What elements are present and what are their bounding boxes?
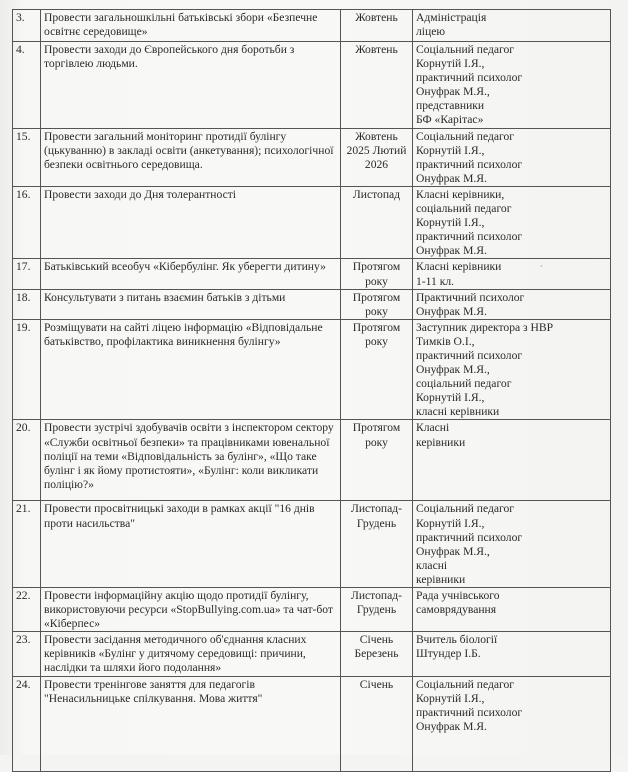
- activity-period: Жовтень: [341, 10, 413, 42]
- responsible-line: Практичний психолог: [416, 290, 525, 304]
- scan-speck: •: [540, 262, 543, 271]
- responsible-line: практичний психолог: [416, 71, 523, 85]
- responsible-persons: [413, 259, 611, 289]
- activity-description: Батьківський всеобуч «Кібербулінг. Як уберегти дитину»: [41, 259, 341, 289]
- activity-description: Провести заходи до Європейського дня боротьби з торгівлею людьми.: [41, 42, 341, 129]
- table-row: [13, 10, 611, 42]
- responsible-line: керівники: [416, 435, 466, 449]
- responsible-line: Заступник директора з НВР: [416, 320, 554, 334]
- row-number: 20.: [13, 420, 41, 501]
- activity-period: Січень Березень: [341, 632, 413, 676]
- row-number: 18.: [13, 289, 41, 319]
- responsible-line: Корнутій І.Я.,: [416, 691, 485, 705]
- activity-description: Провести зустрічі здобувачів освіти з інспектором сектору «Служби освітньої безпеки» та працівниками ювенальної поліції на теми «Відповідальність за булінг», «Що таке булінг і як йому протистояти», «Булінг: коли викликати поліцію?»: [41, 420, 341, 501]
- responsible-line: ліцею: [416, 25, 446, 39]
- responsible-line: БФ «Карітас»: [416, 113, 484, 127]
- table-row: [13, 676, 611, 771]
- responsible-persons: [413, 128, 611, 186]
- responsible-line: Онуфрак М.Я.: [416, 304, 487, 318]
- table-row: [13, 420, 611, 501]
- activity-period: Листопад: [341, 186, 413, 258]
- responsible-line: Адміністрація: [416, 11, 487, 24]
- table-row: [13, 501, 611, 588]
- row-number: 19.: [13, 319, 41, 420]
- responsible-line: практичний психолог: [416, 230, 523, 244]
- table-row: [13, 186, 611, 258]
- responsible-line: класні керівники: [416, 405, 500, 419]
- activity-period: Листопад-Грудень: [341, 588, 413, 632]
- responsible-line: Рада учнівського: [416, 589, 500, 602]
- responsible-line: Штундер І.Б.: [416, 647, 481, 661]
- table-row: [13, 259, 611, 289]
- responsible-persons: [413, 632, 611, 676]
- responsible-line: Корнутій І.Я.,: [416, 516, 485, 530]
- activity-plan-table: [12, 9, 611, 772]
- activity-description: Провести інформаційну акцію щодо протидії булінгу, використовуючи ресурси «StopBullying.com.ua» та чат-бот «Кіберпес»: [41, 588, 341, 632]
- responsible-line: 1-11 кл.: [416, 274, 455, 288]
- row-number: 3.: [13, 10, 41, 42]
- activity-description: Провести загальношкільні батьківські збори «Безпечне освітнє середовище»: [41, 10, 341, 42]
- responsible-persons: [413, 588, 611, 632]
- responsible-line: практичний психолог: [416, 530, 523, 544]
- responsible-line: самоврядування: [416, 603, 497, 617]
- responsible-persons: [413, 319, 611, 420]
- responsible-line: Вчитель біології: [416, 633, 498, 647]
- table-row: [13, 128, 611, 186]
- activity-period: Протягом року: [341, 259, 413, 289]
- row-number: 15.: [13, 128, 41, 186]
- activity-period: Листопад-Грудень: [341, 501, 413, 588]
- responsible-line: соціальний педагог: [416, 202, 512, 216]
- responsible-persons: [413, 289, 611, 319]
- responsible-persons: [413, 42, 611, 129]
- activity-description: Провести заходи до Дня толерантності: [41, 186, 341, 258]
- activity-period: Протягом року: [341, 319, 413, 420]
- responsible-line: Корнутій І.Я.,: [416, 216, 485, 230]
- responsible-line: соціальний педагог: [416, 377, 512, 391]
- responsible-persons: [413, 420, 611, 501]
- activity-period: Січень: [341, 676, 413, 771]
- activity-description: Провести тренінгове заняття для педагогів "Ненасильницьке спілкування. Мова життя": [41, 676, 341, 771]
- table-row: [13, 632, 611, 676]
- responsible-line: Соціальний педагог: [416, 43, 515, 56]
- responsible-line: Онуфрак М.Я.: [416, 244, 487, 258]
- responsible-persons: [413, 501, 611, 588]
- responsible-persons: [413, 10, 611, 42]
- responsible-line: Онуфрак М.Я.: [416, 171, 487, 185]
- responsible-line: класні: [416, 558, 448, 572]
- responsible-line: Онуфрак М.Я.,: [416, 363, 490, 377]
- row-number: 22.: [13, 588, 41, 632]
- responsible-line: Онуфрак М.Я.: [416, 719, 487, 733]
- responsible-line: практичний психолог: [416, 705, 523, 719]
- activity-period: Протягом року: [341, 289, 413, 319]
- responsible-line: представники: [416, 99, 485, 113]
- activity-description: Провести загальний моніторинг протидії булінгу (цькуванню) в закладі освіти (анкетування); психологічної безпеки освітнього середовища.: [41, 128, 341, 186]
- responsible-line: Корнутій І.Я.,: [416, 57, 485, 71]
- row-number: 16.: [13, 186, 41, 258]
- table-row: [13, 289, 611, 319]
- responsible-line: Класні керівники: [416, 260, 502, 274]
- responsible-persons: [413, 186, 611, 258]
- table-row: [13, 319, 611, 420]
- responsible-line: Класні: [416, 421, 450, 435]
- responsible-line: Тимків О.І.,: [416, 334, 475, 348]
- row-number: 23.: [13, 632, 41, 676]
- responsible-line: Корнутій І.Я.,: [416, 143, 485, 157]
- responsible-line: Соціальний педагог: [416, 129, 515, 143]
- responsible-line: Корнутій І.Я.,: [416, 391, 485, 405]
- row-number: 17.: [13, 259, 41, 289]
- responsible-line: Класні керівники,: [416, 187, 505, 201]
- responsible-line: Онуфрак М.Я.,: [416, 85, 490, 99]
- activity-period: Протягом року: [341, 420, 413, 501]
- activity-description: Провести засідання методичного об'єднання класних керівників «Булінг у дитячому середовищі: причини, наслідки та шляхи його подолання»: [41, 632, 341, 676]
- table-row: [13, 42, 611, 129]
- activity-description: Розміщувати на сайті ліцею інформацію «Відповідальне батьківство, профілактика виникнення булінгу»: [41, 319, 341, 420]
- row-number: 24.: [13, 676, 41, 771]
- row-number: 4.: [13, 42, 41, 129]
- activity-period: Жовтень 2025 Лютий 2026: [341, 128, 413, 186]
- table-body: [13, 10, 611, 772]
- responsible-line: керівники: [416, 572, 466, 586]
- responsible-line: практичний психолог: [416, 348, 523, 362]
- responsible-line: Соціальний педагог: [416, 502, 515, 516]
- responsible-line: Онуфрак М.Я.,: [416, 544, 490, 558]
- responsible-persons: [413, 676, 611, 771]
- table-row: [13, 588, 611, 632]
- activity-period: Жовтень: [341, 42, 413, 129]
- responsible-line: Соціальний педагог: [416, 677, 515, 691]
- activity-description: Провести просвітницькі заходи в рамках акції "16 днів проти насильства": [41, 501, 341, 588]
- responsible-line: практичний психолог: [416, 157, 523, 171]
- activity-description: Консультувати з питань взаємин батьків з дітьми: [41, 289, 341, 319]
- row-number: 21.: [13, 501, 41, 588]
